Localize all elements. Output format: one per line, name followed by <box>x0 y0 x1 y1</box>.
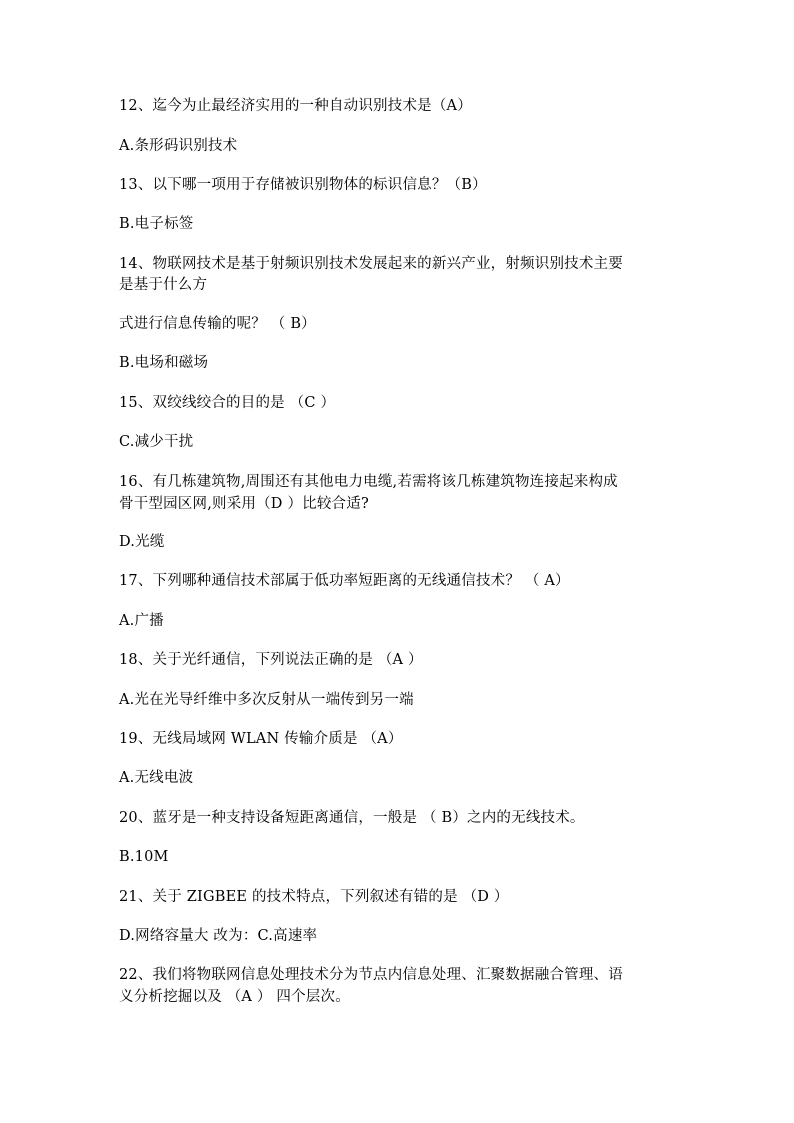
question-19: 19、无线局域网 WLAN 传输介质是 （A） <box>119 731 403 747</box>
question-14-line-2: 是基于什么方 <box>119 277 208 293</box>
answer-13: B.电子标签 <box>119 216 194 232</box>
question-16-line-1: 16、有几栋建筑物,周围还有其他电力电缆,若需将该几栋建筑物连接起来构成 <box>119 474 618 490</box>
question-22-line-1: 22、我们将物联网信息处理技术分为节点内信息处理、汇聚数据融合管理、语 <box>119 967 623 983</box>
question-14-line-3: 式进行信息传输的呢？ （ B） <box>119 316 316 332</box>
question-21: 21、关于 ZIGBEE 的技术特点，下列叙述有错的是 （D ） <box>119 889 509 905</box>
question-16-line-2: 骨干型园区网,则采用（D ）比较合适? <box>119 496 369 512</box>
question-22-line-2: 义分析挖掘以及 （A ） 四个层次。 <box>119 989 350 1005</box>
answer-14: B.电场和磁场 <box>119 355 209 371</box>
answer-17: A.广播 <box>119 613 164 629</box>
answer-19: A.无线电波 <box>119 770 194 786</box>
answer-18: A.光在光导纤维中多次反射从一端传到另一端 <box>119 692 414 708</box>
question-15: 15、双绞线绞合的目的是 （C ） <box>119 395 336 411</box>
question-14-line-1: 14、物联网技术是基于射频识别技术发展起来的新兴产业，射频识别技术主要 <box>119 256 623 272</box>
answer-15: C.减少干扰 <box>119 434 194 450</box>
answer-16: D.光缆 <box>119 534 165 550</box>
answer-20: B.10M <box>119 849 169 865</box>
question-12: 12、迄今为止最经济实用的一种自动识别技术是（A） <box>119 98 472 114</box>
question-13: 13、以下哪一项用于存储被识别物体的标识信息？（B） <box>119 177 487 193</box>
question-17: 17、下列哪种通信技术部属于低功率短距离的无线通信技术？ （ A） <box>119 573 570 589</box>
answer-12: A.条形码识别技术 <box>119 138 238 154</box>
question-18: 18、关于光纤通信，下列说法正确的是 （A ） <box>119 652 423 668</box>
question-20: 20、蓝牙是一种支持设备短距离通信，一般是 （ B）之内的无线技术。 <box>119 810 585 826</box>
answer-21: D.网络容量大 改为：C.高速率 <box>119 928 318 944</box>
